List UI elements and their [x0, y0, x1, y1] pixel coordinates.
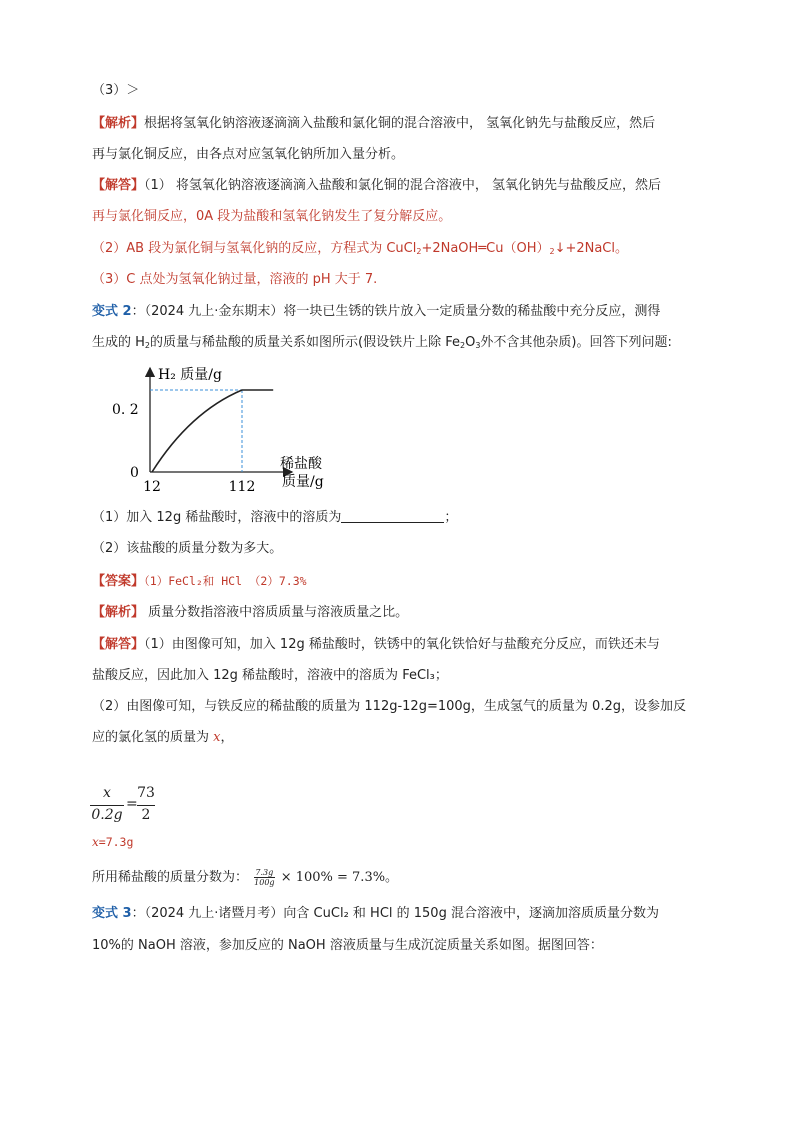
series-line: [152, 390, 273, 472]
v2-sub-a: 2: [144, 341, 151, 350]
variable-x: x: [213, 730, 221, 745]
solution-line-2: 再与氯化铜反应，0A 段为盐酸和氢氧化钠发生了复分解反应。: [92, 209, 452, 224]
answer-text: （1）FeCl₂和 HCl （2）7.3%: [144, 574, 307, 588]
variant-2-text: ：（2024 九上·金东期末）将一块已生锈的铁片放入一定质量分数的稀盐酸中充分反应，测得: [131, 304, 661, 319]
analysis-text: 根据将氢氧化钠溶液逐滴滴入盐酸和氯化铜的混合溶液中， 氢氧化钠先与盐酸反应，然后: [144, 116, 656, 131]
variant-2-tag: 变式 2: [92, 304, 132, 319]
x-axis-label-1: 稀盐酸: [280, 456, 322, 472]
frac2-num: 73: [137, 785, 155, 801]
q1-text: （1）加入 12g 稀盐酸时，溶液中的溶质为: [92, 510, 342, 525]
answer-tag: 【答案】: [92, 574, 145, 589]
v2-part-c: O: [465, 335, 476, 350]
x-result-var: x: [92, 835, 99, 849]
eq-part-1: （2）AB 段为氯化铜与氢氧化钠的反应，方程式为 CuCl: [92, 241, 417, 256]
variant-3-line: [92, 905, 659, 923]
pct-num: 7.3g: [255, 868, 274, 877]
h2-mass-chart: [112, 362, 380, 502]
frac1-den: 0.2g: [91, 807, 123, 823]
solution-tag-b: 【解答】: [92, 637, 145, 652]
y-tick-label: 0. 2: [112, 402, 139, 418]
solution-line-b4: [92, 729, 234, 747]
frac1-num: x: [103, 785, 111, 801]
x-result-value: =7.3g: [98, 835, 134, 849]
q1-end: ；: [444, 510, 458, 525]
question-2: （2）该盐酸的质量分数为多大。: [92, 541, 283, 556]
x-tick-label-112: 112: [228, 479, 256, 495]
answer-blank[interactable]: [341, 510, 444, 523]
x-result-line: [92, 833, 133, 851]
analysis-text-b: 质量分数指溶液中溶质质量与溶液质量之比。: [144, 605, 409, 620]
solution-line-b3: （2）由图像可知，与铁反应的稀盐酸的质量为 112g-12g=100g，生成氢气的质量为 0.2g，设参加反: [92, 699, 686, 714]
frac2-bar: [137, 805, 155, 806]
analysis-line-2: 再与氯化铜反应，由各点对应氢氧化钠所加入量分析。: [92, 147, 405, 162]
analysis-tag-b: 【解析】: [92, 605, 145, 620]
v2-sub-b: 2: [460, 341, 466, 350]
eq-part-3: ↓+2NaCl。: [554, 241, 628, 256]
variant-3-line-2: 10%的 NaOH 溶液，参加反应的 NaOH 溶液质量与生成沉淀质量关系如图。据图回答：: [92, 938, 603, 953]
pct-fraction: [254, 868, 274, 887]
pct-den: 100g: [254, 878, 275, 887]
answer-line: [92, 572, 307, 591]
variant-2-line-2: [92, 334, 672, 355]
proportion-equation: [90, 785, 170, 829]
v2-part-a: 生成的 H: [92, 335, 145, 350]
x-tick-label-12: 12: [143, 479, 161, 495]
sol-l4-b: ，: [220, 730, 234, 745]
variant-3-text: ：（2024 九上·诸暨月考）向含 CuCl₂ 和 HCl 的 150g 混合溶液中，逐滴加溶质质量分数为: [131, 906, 659, 921]
solution-tag: 【解答】: [92, 178, 145, 193]
analysis-line-b: [92, 604, 408, 622]
v2-part-d: 外不含其他杂质)。回答下列问题:: [480, 335, 672, 350]
percentage-line: [92, 868, 398, 887]
solution-line-4: （3）C 点处为氢氧化钠过量，溶液的 pH 大于 7.: [92, 272, 378, 287]
analysis-tag: 【解析】: [92, 116, 145, 131]
answer-line-3: （3）＞: [92, 83, 140, 98]
solution-line-b2: 盐酸反应，因此加入 12g 稀盐酸时，溶液中的溶质为 FeCl₃；: [92, 668, 448, 683]
variant-3-tag: 变式 3: [92, 906, 132, 921]
frac1-bar: [90, 805, 124, 806]
analysis-line: [92, 115, 655, 133]
question-1: [92, 509, 457, 527]
y-axis-label: H₂ 质量/g: [158, 367, 222, 383]
v2-sub-c: 3: [475, 341, 481, 350]
frac2-den: 2: [141, 807, 151, 823]
solution-line-3: [92, 240, 628, 261]
eq-sub-1: 2: [416, 247, 422, 256]
solution-text: （1） 将氢氧化钠溶液逐滴滴入盐酸和氯化铜的混合溶液中， 氢氧化钠先与盐酸反应，然后: [144, 178, 662, 193]
solution-line-b: [92, 636, 660, 654]
sol-l4-a: 应的氯化氢的质量为: [92, 730, 214, 745]
origin-label: 0: [130, 465, 139, 481]
pct-label: 所用稀盐酸的质量分数为：: [92, 870, 249, 885]
x-axis-label-2: 质量/g: [282, 474, 324, 490]
solution-line: [92, 177, 661, 195]
v2-part-b: 的质量与稀盐酸的质量关系如图所示(假设铁片上除 Fe: [150, 335, 460, 350]
eq-part-2: +2NaOH═Cu（OH）: [421, 241, 550, 256]
variant-2-line: [92, 303, 660, 321]
solution-text-b: （1）由图像可知，加入 12g 稀盐酸时，铁锈中的氧化铁恰好与盐酸充分反应，而铁还未与: [144, 637, 660, 652]
eq-sub-2: 2: [549, 247, 555, 256]
frac-equals: =: [126, 796, 138, 812]
pct-result: × 100% = 7.3%。: [280, 870, 399, 885]
